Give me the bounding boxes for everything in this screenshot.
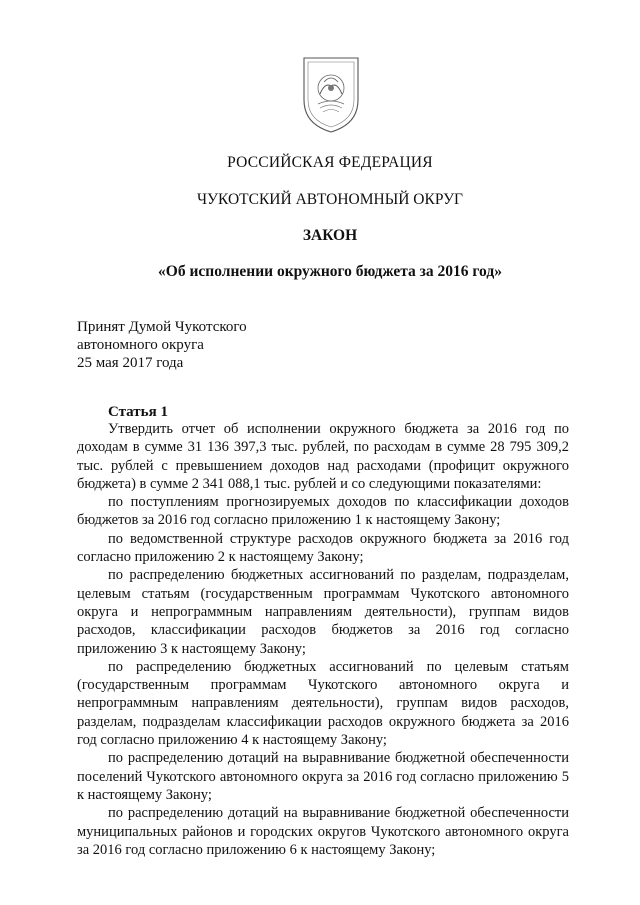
adoption-line: Принят Думой Чукотского — [77, 319, 247, 335]
region-heading: ЧУКОТСКИЙ АВТОНОМНЫЙ ОКРУГ — [196, 191, 464, 208]
article-paragraph: Утвердить отчет об исполнении окружного бюджета за 2016 год по доходам в сумме 31 136 397,3 тыс. рублей, по расходам в сумме 28 795 309,2 тыс. рублей с превышением доходов над расходами (профицит окружного бюджета) в сумме 2 341 088,1 тыс. рублей и со следующими показателями: — [77, 421, 569, 492]
article-paragraph: по распределению дотаций на выравнивание бюджетной обеспеченности муниципальных районов и городских округов Чукотского автономного округа за 2016 год согласно приложению 6 к настоящему Закону; — [77, 805, 569, 858]
adoption-date: 25 мая 2017 года — [77, 355, 184, 371]
article-title: Статья 1 — [108, 404, 168, 420]
document-title: «Об исполнении окружного бюджета за 2016 год» — [158, 263, 502, 280]
adoption-info — [77, 318, 247, 372]
article-paragraph: по ведомственной структуре расходов окружного бюджета за 2016 год согласно приложению 2 к настоящему Закону; — [77, 530, 569, 566]
coat-of-arms-icon — [298, 52, 364, 136]
article-paragraph: по распределению дотаций на выравнивание бюджетной обеспеченности поселений Чукотского автономного округа за 2016 год согласно приложению 5 к настоящему Закону; — [77, 750, 569, 803]
article-paragraph: по распределению бюджетных ассигнований по целевым статьям (государственным программам Чукотского автономного округа и непрограммным направлениям деятельности), группам видов расходов, разделам, подразделам классификации расходов окружного бюджета за 2016 год согласно приложению 4 к настоящему Закону; — [77, 658, 569, 749]
document-type: ЗАКОН — [302, 227, 358, 244]
article-body — [77, 420, 569, 859]
article-paragraph: по поступлениям прогнозируемых доходов по классификации доходов бюджетов за 2016 год согласно приложению 1 к настоящему Закону; — [77, 494, 569, 529]
adoption-line: автономного округа — [77, 337, 204, 353]
country-heading: РОССИЙСКАЯ ФЕДЕРАЦИЯ — [227, 154, 433, 171]
article-paragraph: по распределению бюджетных ассигнований по разделам, подразделам, целевым статьям (государственным программам Чукотского автономного округа и непрограммным направлениям деятельности), группам видов расходов, классификации расходов бюджетов за 2016 год согласно приложению 3 к настоящему Закону; — [77, 567, 569, 657]
